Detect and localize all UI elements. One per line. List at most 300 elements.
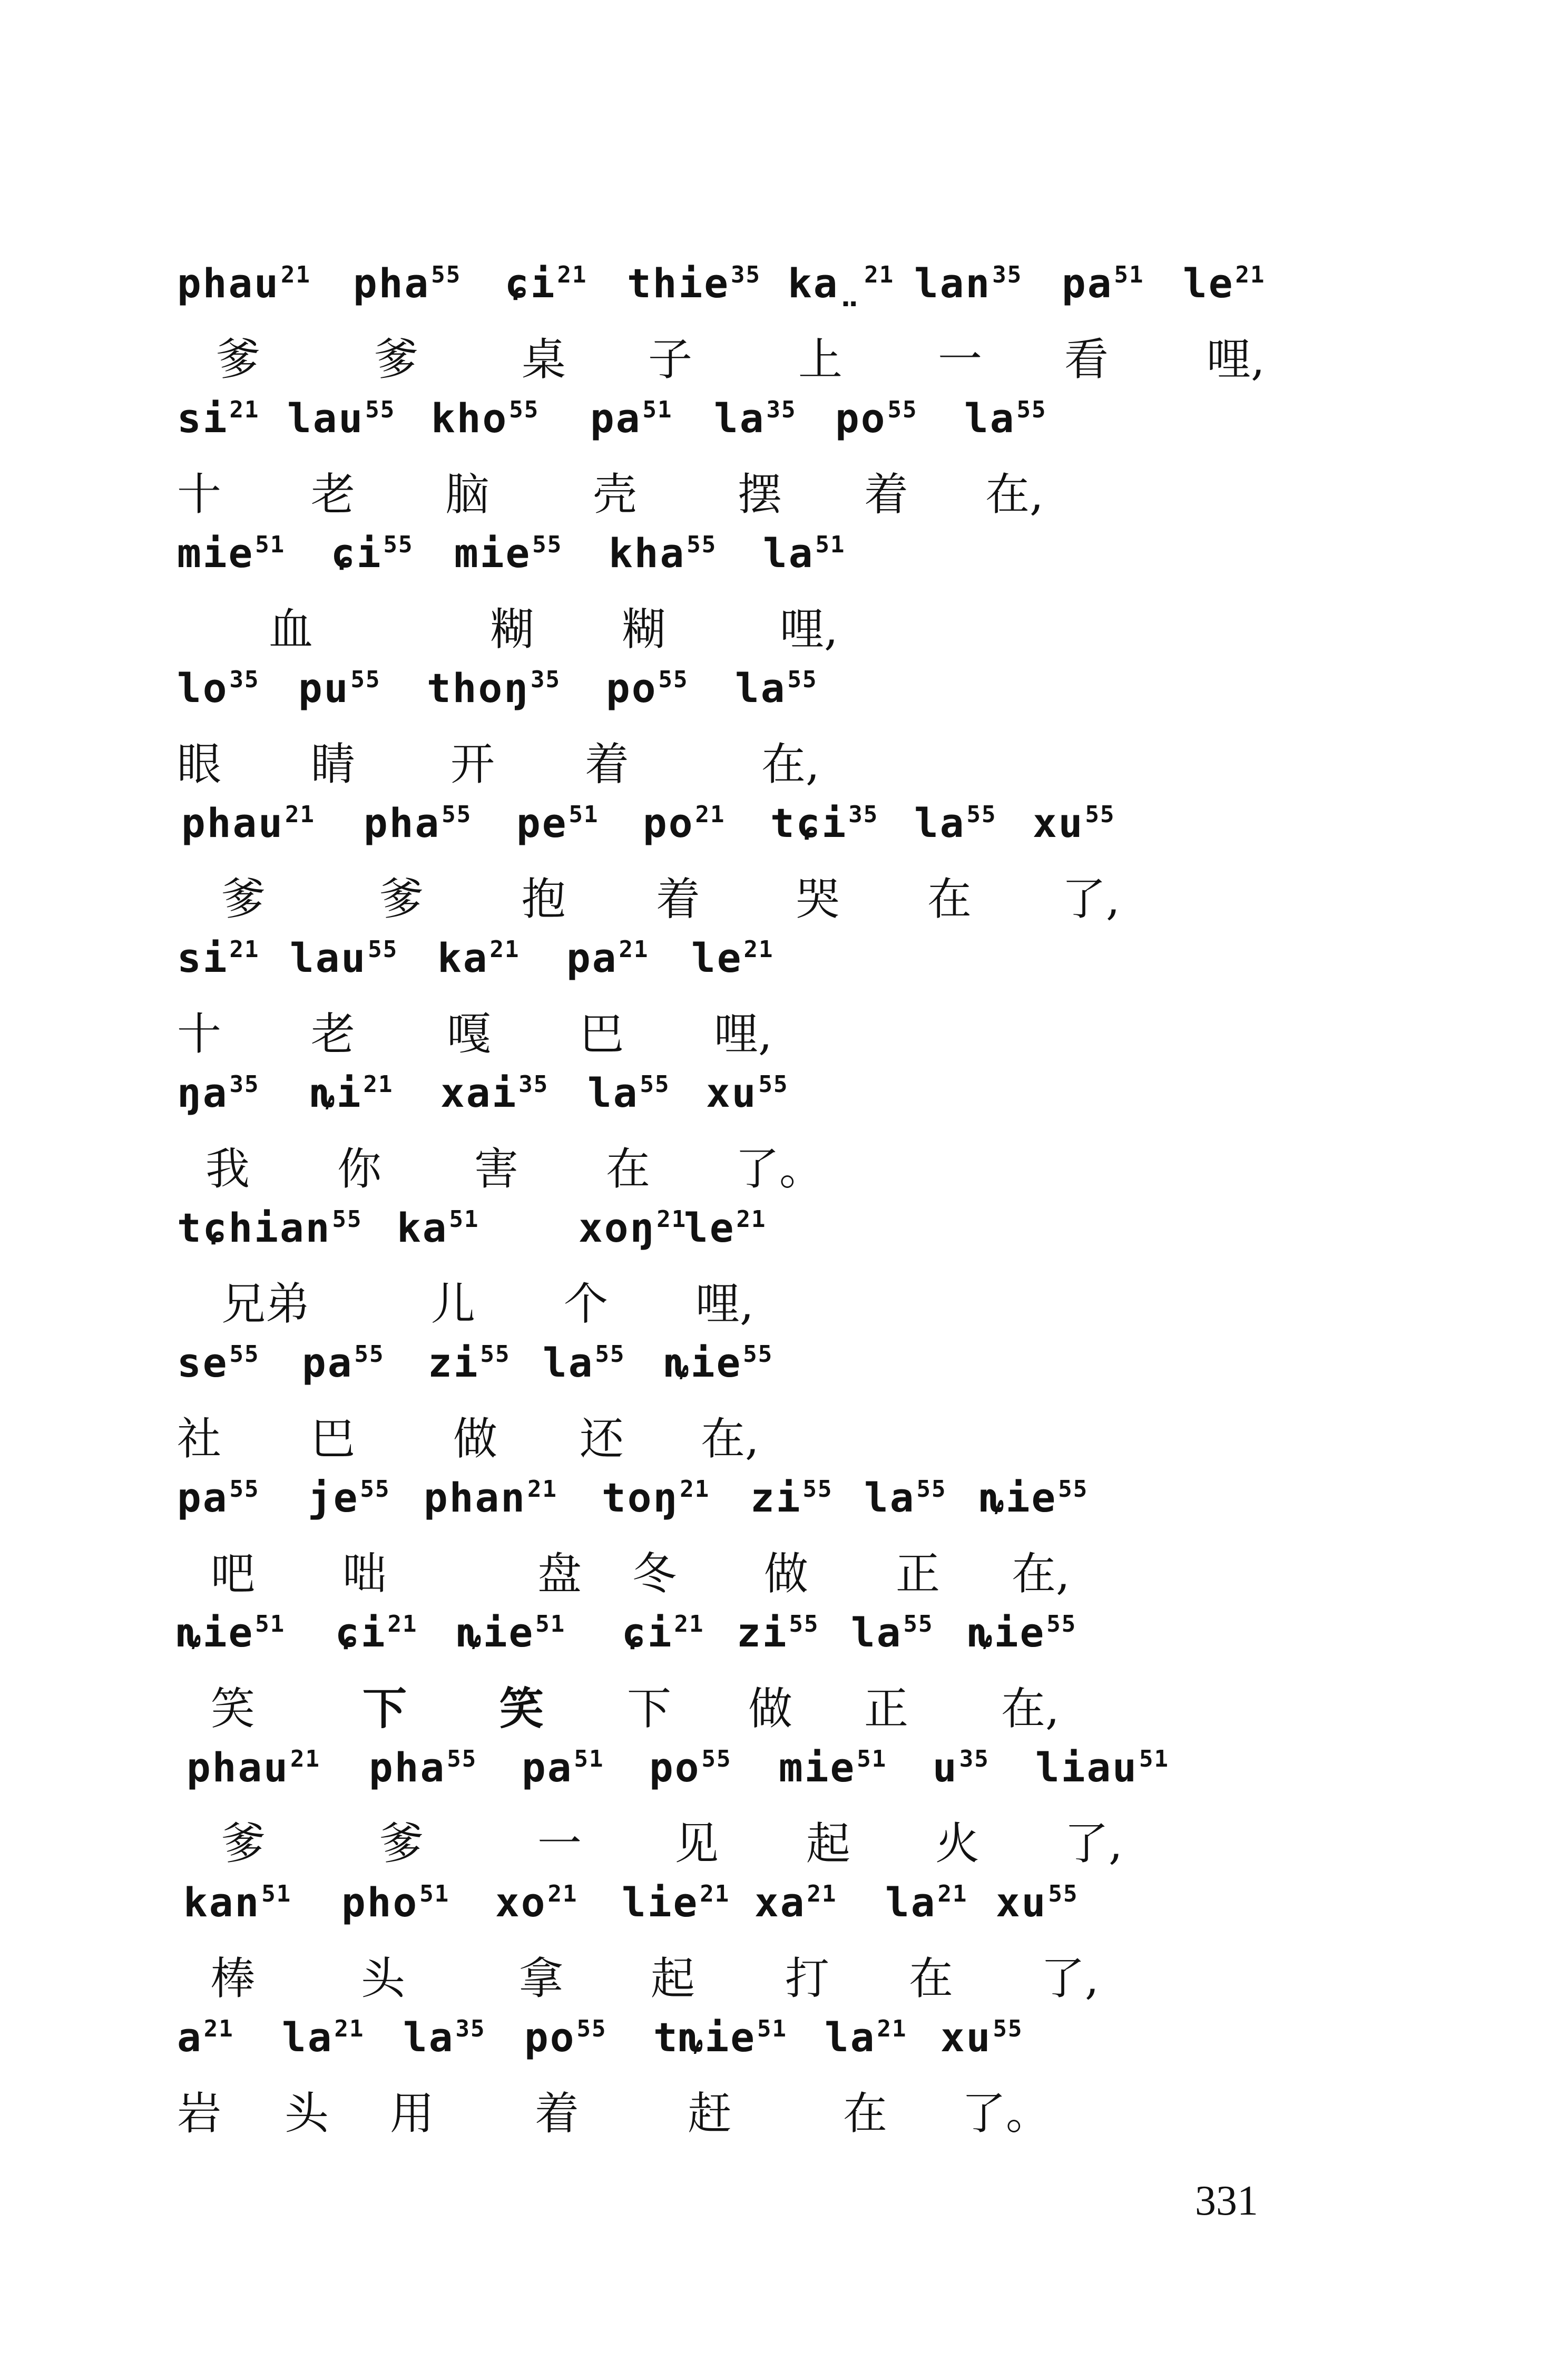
syllable-text: la (885, 1879, 937, 1926)
chinese-gloss-word: 在 (606, 1143, 651, 1195)
syllable-text: ŋa (177, 1069, 229, 1116)
romanized-syllable (622, 1879, 730, 1926)
syllable-text: u (933, 1744, 958, 1791)
syllable-text: pho (341, 1879, 419, 1926)
romanized-syllable (914, 800, 997, 846)
tone-number: 55 (229, 1341, 260, 1368)
tone-number: 51 (757, 2015, 788, 2042)
chinese-gloss-word: 个 (564, 1278, 609, 1330)
tone-number: 35 (731, 261, 761, 288)
tone-number: 55 (480, 1341, 511, 1368)
tone-number: 55 (903, 1611, 934, 1638)
romanized-syllable (980, 1474, 1089, 1521)
chinese-gloss-word: 正 (864, 1683, 909, 1734)
romanized-syllable (706, 1069, 789, 1116)
tone-number: 51 (255, 1611, 286, 1638)
tone-number: 21 (281, 261, 311, 288)
chinese-gloss-word: 头 (361, 1953, 406, 2004)
romanized-syllable (308, 1474, 390, 1521)
syllable-text: liau (1035, 1744, 1139, 1791)
chinese-gloss-word: 笑 (211, 1683, 256, 1734)
romanized-syllable (364, 800, 472, 846)
romanized-syllable (298, 665, 381, 712)
romanized-syllable (177, 395, 260, 442)
tone-number: 51 (569, 801, 599, 828)
romanized-syllable (737, 1609, 819, 1656)
romanized-syllable (665, 1339, 773, 1386)
romanized-syllable (524, 2014, 607, 2061)
chinese-gloss-word: 爹 (374, 334, 419, 385)
chinese-gloss-word: 了, (1041, 1953, 1099, 2004)
chinese-gloss-word: 起 (651, 1953, 695, 2004)
chinese-gloss-word: 盘 (537, 1548, 582, 1600)
romanized-syllable (177, 934, 260, 981)
syllable-text: xo (495, 1879, 547, 1926)
syllable-text: lau (287, 395, 365, 442)
chinese-gloss-word: 在, (1001, 1683, 1060, 1734)
tone-number: 21 (937, 1880, 968, 1907)
syllable-text: lau (290, 934, 367, 981)
tone-number: 21 (203, 2015, 234, 2042)
syllable-text: ȵie (177, 1609, 254, 1656)
tone-number: 21 (527, 1476, 558, 1503)
chinese-gloss-word: 儿 (431, 1278, 476, 1330)
romanized-syllable (177, 260, 311, 307)
syllable-text: la (851, 1609, 903, 1656)
chinese-gloss-word: 笑 (499, 1682, 544, 1734)
romanized-syllable (177, 1609, 286, 1656)
tone-number: 55 (383, 531, 414, 558)
romanized-syllable (403, 2014, 486, 2061)
tone-number: 55 (354, 1341, 385, 1368)
syllable-text: ȵie (980, 1474, 1057, 1521)
chinese-gloss-word: 子 (648, 334, 693, 385)
chinese-gloss-word: 抱 (522, 873, 566, 925)
tone-number: 21 (700, 1880, 730, 1907)
tone-number: 51 (419, 1880, 450, 1907)
tone-number: 55 (658, 666, 689, 693)
syllable-text: pa (302, 1339, 354, 1386)
tone-number: 55 (701, 1746, 732, 1772)
chinese-gloss-word: 吧 (211, 1548, 256, 1600)
romanized-syllable (424, 1474, 558, 1521)
chinese-gloss-word: 头 (285, 2088, 329, 2139)
syllable-text: lo (177, 665, 229, 712)
tone-number: 51 (1114, 261, 1144, 288)
romanized-syllable (302, 1339, 385, 1386)
romanized-syllable (933, 1744, 989, 1791)
chinese-gloss-word: 我 (205, 1143, 250, 1195)
chinese-gloss-word: 血 (269, 603, 313, 655)
tone-number: 55 (743, 1341, 773, 1368)
tone-number: 21 (334, 2015, 365, 2042)
romanized-syllable (183, 1879, 292, 1926)
tone-number: 21 (489, 936, 520, 963)
chinese-gloss-word: 了。 (735, 1143, 824, 1195)
tone-number: 21 (736, 1206, 767, 1233)
syllable-text: pe (516, 800, 568, 846)
romanized-syllable (177, 1474, 260, 1521)
chinese-gloss-word: 见 (674, 1818, 719, 1869)
chinese-gloss-word: 脑 (445, 469, 490, 520)
chinese-gloss-word: 起 (806, 1818, 851, 1869)
syllable-text: tȵie (653, 2014, 757, 2061)
romanized-syllable (684, 1204, 767, 1251)
chinese-gloss-word: 巴 (311, 1413, 356, 1465)
syllable-text: la (864, 1474, 916, 1521)
syllable-text: le (1183, 260, 1234, 307)
chinese-gloss-word: 一 (938, 334, 983, 385)
chinese-gloss-word: 哩, (1207, 334, 1265, 385)
tone-number: 35 (518, 1071, 549, 1098)
chinese-gloss-word: 糊 (490, 603, 535, 655)
chinese-gloss-word: 火 (935, 1818, 980, 1869)
chinese-gloss-word: 了。 (962, 2088, 1051, 2139)
syllable-text: ȵie (968, 1609, 1046, 1656)
chinese-gloss-word: 开 (450, 738, 495, 790)
syllable-text: xu (1033, 800, 1084, 846)
syllable-text: pha (364, 800, 441, 846)
tone-number: 21 (229, 936, 260, 963)
chinese-gloss-word: 做 (453, 1413, 498, 1465)
chinese-gloss-word: 正 (896, 1548, 940, 1600)
tone-number: 55 (431, 261, 462, 288)
syllable-text: thoŋ (427, 665, 530, 712)
syllable-text: zi (737, 1609, 788, 1656)
syllable-text: pa (522, 1744, 573, 1791)
syllable-text: phan (424, 1474, 527, 1521)
syllable-text: pa (177, 1474, 229, 1521)
romanized-syllable (851, 1609, 934, 1656)
romanized-syllable (835, 395, 918, 442)
romanized-syllable (566, 934, 649, 981)
romanized-syllable (653, 2014, 788, 2061)
romanized-syllable (427, 665, 561, 712)
romanized-syllable (177, 2014, 234, 2061)
tone-number: 55 (966, 801, 997, 828)
syllable-text: ȵie (457, 1609, 535, 1656)
tone-number: 51 (449, 1206, 479, 1233)
tone-number: 55 (576, 2015, 607, 2042)
syllable-text: la (282, 2014, 334, 2061)
chinese-gloss-word: 摆 (738, 469, 782, 520)
tone-number: 21 (864, 261, 895, 288)
chinese-gloss-word: 看 (1064, 334, 1109, 385)
romanized-syllable (437, 934, 520, 981)
romanized-syllable (282, 2014, 365, 2061)
chinese-gloss-word: 眼 (177, 738, 222, 790)
syllable-text: tɕhian (177, 1204, 331, 1251)
tone-number: 35 (959, 1746, 989, 1772)
syllable-text: po (649, 1744, 701, 1791)
chinese-gloss-word: 桌 (522, 334, 566, 385)
chinese-gloss-word: 着 (864, 469, 909, 520)
syllable-text: tɕi (770, 800, 848, 846)
tone-number: 55 (368, 936, 398, 963)
syllable-text: la (714, 395, 766, 442)
syllable-text: ɕi (331, 530, 383, 577)
tone-number: 21 (557, 261, 587, 288)
romanized-syllable (331, 530, 414, 577)
syllable-text: ȵie (665, 1339, 742, 1386)
tone-number: 21 (387, 1611, 418, 1638)
chinese-gloss-word: 爹 (221, 1818, 266, 1869)
romanized-syllable (290, 934, 398, 981)
page-number: 331 (1195, 2178, 1258, 2224)
tone-number: 55 (332, 1206, 362, 1233)
syllable-text: kho (431, 395, 508, 442)
syllable-text: toŋ (602, 1474, 679, 1521)
tone-number: 55 (1048, 1880, 1079, 1907)
syllable-text: po (643, 800, 694, 846)
tone-number: 55 (350, 666, 381, 693)
romanized-syllable (177, 665, 260, 712)
romanized-syllable (369, 1744, 477, 1791)
tone-number: 21 (619, 936, 649, 963)
syllable-text: pha (353, 260, 430, 307)
tone-number: 21 (877, 2015, 907, 2042)
romanized-syllable (885, 1879, 968, 1926)
chinese-gloss-word: 爹 (379, 873, 424, 925)
syllable-text: phau (181, 800, 285, 846)
chinese-gloss-word: 下 (362, 1682, 407, 1734)
tone-number: 55 (640, 1071, 670, 1098)
tone-number: 55 (789, 1611, 819, 1638)
tone-number: 21 (547, 1880, 578, 1907)
chinese-gloss-word: 着 (656, 873, 701, 925)
tone-number: 21 (285, 801, 316, 828)
tone-number: 55 (442, 801, 472, 828)
romanized-syllable (770, 800, 879, 846)
chinese-gloss-word: 哭 (796, 873, 840, 925)
syllable-text: xa (754, 1879, 806, 1926)
chinese-gloss-word: 十 (177, 469, 222, 520)
chinese-gloss-word: 在, (985, 469, 1044, 520)
tone-number: 21 (807, 1880, 837, 1907)
chinese-gloss-word: 老 (311, 1008, 356, 1060)
romanized-syllable (505, 260, 587, 307)
syllable-text: ɕi (622, 1609, 673, 1656)
syllable-text: lan (914, 260, 992, 307)
romanized-syllable (643, 800, 726, 846)
tone-number: 55 (993, 2015, 1023, 2042)
tone-number: 51 (261, 1880, 292, 1907)
chinese-gloss-word: 壳 (593, 469, 638, 520)
syllable-text: xai (440, 1069, 518, 1116)
tone-number: 51 (642, 396, 673, 423)
chinese-gloss-word: 你 (337, 1143, 382, 1195)
syllable-text: pa (1062, 260, 1113, 307)
romanized-syllable (735, 665, 818, 712)
tone-number: 55 (787, 666, 818, 693)
chinese-gloss-word: 了, (1062, 873, 1120, 925)
chinese-gloss-word: 拿 (519, 1953, 564, 2004)
tone-number: 51 (1139, 1746, 1170, 1772)
syllable-text: la (735, 665, 787, 712)
chinese-gloss-word: 做 (748, 1683, 793, 1734)
chinese-gloss-word: 棒 (211, 1953, 256, 2004)
romanized-syllable (431, 395, 540, 442)
chinese-gloss-word: 社 (177, 1413, 222, 1465)
chinese-gloss-word: 老 (311, 469, 356, 520)
romanized-syllable (454, 530, 563, 577)
chinese-gloss-word: 岩 (177, 2088, 222, 2139)
syllable-text: la (825, 2014, 876, 2061)
romanized-syllable (177, 1069, 260, 1116)
syllable-text: ɕi (335, 1609, 387, 1656)
tone-number: 55 (687, 531, 717, 558)
romanized-syllable (181, 800, 316, 846)
tone-number: 35 (766, 396, 797, 423)
syllable-text: xu (996, 1879, 1047, 1926)
romanized-syllable (543, 1339, 625, 1386)
syllable-text: phau (187, 1744, 290, 1791)
tone-number: 55 (887, 396, 918, 423)
romanized-syllable (964, 395, 1047, 442)
tone-number: 21 (290, 1746, 321, 1772)
tone-number: 51 (857, 1746, 887, 1772)
tone-number: 55 (509, 396, 540, 423)
romanized-syllable (825, 2014, 907, 2061)
romanized-syllable (177, 1339, 260, 1386)
syllable-text: ka̤ (788, 260, 864, 307)
syllable-text: pa (590, 395, 642, 442)
tone-number: 55 (595, 1341, 625, 1368)
chinese-gloss-word: 还 (580, 1413, 624, 1465)
syllable-text: le (691, 934, 743, 981)
syllable-text: phau (177, 260, 280, 307)
tone-number: 55 (1085, 801, 1115, 828)
tone-number: 35 (992, 261, 1023, 288)
tone-number: 55 (365, 396, 396, 423)
tone-number: 51 (255, 531, 286, 558)
chinese-gloss-word: 巴 (580, 1008, 624, 1060)
syllable-text: po (835, 395, 887, 442)
romanized-syllable (341, 1879, 450, 1926)
tone-number: 55 (1016, 396, 1047, 423)
tone-number: 21 (674, 1611, 704, 1638)
romanized-syllable (968, 1609, 1077, 1656)
chinese-gloss-word: 在 (843, 2088, 888, 2139)
romanized-syllable (1035, 1744, 1170, 1791)
syllable-text: ka (397, 1204, 448, 1251)
chinese-gloss-word: 爹 (216, 334, 261, 385)
chinese-gloss-word: 在, (701, 1413, 759, 1465)
tone-number: 21 (363, 1071, 394, 1098)
tone-number: 55 (1046, 1611, 1077, 1638)
syllable-text: se (177, 1339, 229, 1386)
romanized-syllable (763, 530, 846, 577)
chinese-gloss-word: 糊 (622, 603, 667, 655)
tone-number: 21 (1235, 261, 1266, 288)
syllable-text: a (177, 2014, 203, 2061)
syllable-text: la (403, 2014, 455, 2061)
chinese-gloss-word: 哩, (714, 1008, 772, 1060)
romanized-syllable (649, 1744, 732, 1791)
chinese-gloss-word: 咄 (342, 1548, 387, 1600)
romanized-syllable (914, 260, 1023, 307)
romanized-syllable (587, 1069, 670, 1116)
tone-number: 21 (656, 1206, 687, 1233)
romanized-syllable (754, 1879, 837, 1926)
romanized-syllable (579, 1204, 687, 1251)
tone-number: 55 (802, 1476, 833, 1503)
romanized-syllable (1033, 800, 1115, 846)
tone-number: 55 (360, 1476, 390, 1503)
syllable-text: thie (627, 260, 730, 307)
syllable-text: xu (706, 1069, 758, 1116)
chinese-gloss-word: 在 (927, 873, 972, 925)
romanized-syllable (996, 1879, 1079, 1926)
romanized-syllable (495, 1879, 578, 1926)
romanized-syllable (440, 1069, 549, 1116)
romanized-syllable (606, 665, 689, 712)
romanized-syllable (428, 1339, 511, 1386)
syllable-text: ɕi (505, 260, 556, 307)
tone-number: 55 (447, 1746, 477, 1772)
tone-number: 35 (229, 666, 260, 693)
syllable-text: le (684, 1204, 736, 1251)
chinese-gloss-word: 打 (785, 1953, 830, 2004)
syllable-text: si (177, 934, 229, 981)
romanized-syllable (609, 530, 717, 577)
romanized-syllable (311, 1069, 394, 1116)
tone-number: 51 (535, 1611, 566, 1638)
tone-number: 51 (574, 1746, 604, 1772)
chinese-gloss-word: 赶 (688, 2088, 732, 2139)
romanized-syllable (590, 395, 673, 442)
romanized-syllable (287, 395, 396, 442)
chinese-gloss-word: 冬 (632, 1548, 677, 1600)
syllable-text: la (587, 1069, 639, 1116)
romanized-syllable (516, 800, 599, 846)
tone-number: 35 (531, 666, 561, 693)
chinese-gloss-word: 在 (909, 1953, 954, 2004)
romanized-syllable (714, 395, 797, 442)
tone-number: 21 (743, 936, 774, 963)
romanized-syllable (397, 1204, 479, 1251)
syllable-text: kan (183, 1879, 261, 1926)
syllable-text: la (914, 800, 966, 846)
syllable-text: si (177, 395, 229, 442)
syllable-text: la (763, 530, 815, 577)
tone-number: 55 (229, 1476, 260, 1503)
syllable-text: la (543, 1339, 594, 1386)
chinese-gloss-word: 做 (764, 1548, 809, 1600)
romanized-syllable (353, 260, 462, 307)
syllable-text: pha (369, 1744, 446, 1791)
tone-number: 55 (1058, 1476, 1089, 1503)
romanized-syllable (187, 1744, 321, 1791)
romanized-syllable (522, 1744, 604, 1791)
syllable-text: kha (609, 530, 686, 577)
tone-number: 35 (848, 801, 879, 828)
syllable-text: xu (940, 2014, 992, 2061)
romanized-syllable (622, 1609, 704, 1656)
chinese-gloss-word: 着 (585, 738, 630, 790)
tone-number: 35 (455, 2015, 486, 2042)
chinese-gloss-word: 睛 (311, 738, 356, 790)
syllable-text: mie (177, 530, 254, 577)
tone-number: 21 (680, 1476, 710, 1503)
chinese-gloss-word: 哩, (780, 603, 838, 655)
romanized-syllable (335, 1609, 418, 1656)
syllable-text: po (524, 2014, 576, 2061)
chinese-gloss-word: 害 (474, 1143, 519, 1195)
chinese-gloss-word: 用 (390, 2088, 435, 2139)
tone-number: 35 (229, 1071, 260, 1098)
tone-number: 21 (695, 801, 726, 828)
